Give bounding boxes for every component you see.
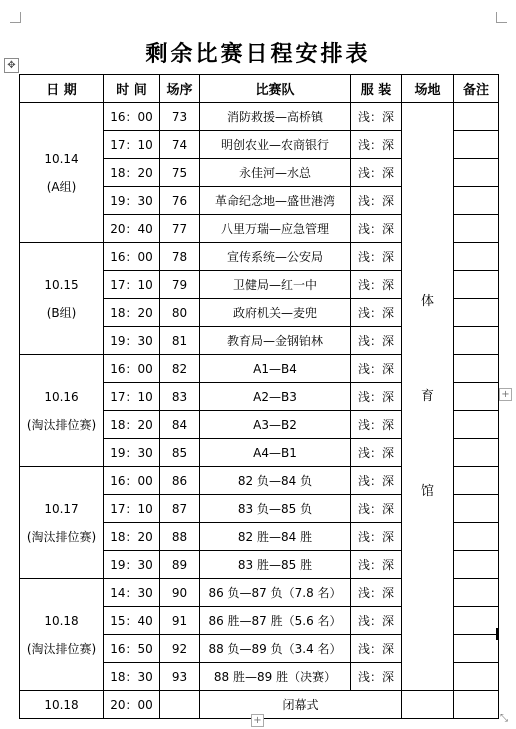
time-cell[interactable]: 18：20 xyxy=(104,299,160,327)
time-cell[interactable]: 19：30 xyxy=(104,439,160,467)
remarks-cell[interactable] xyxy=(454,355,499,383)
date-sub-text: (淘汰排位赛) xyxy=(26,417,97,432)
teams-cell[interactable]: A4—B1 xyxy=(200,439,351,467)
time-cell[interactable]: 17：10 xyxy=(104,383,160,411)
teams-cell[interactable]: 86 胜—87 胜（5.6 名） xyxy=(200,607,351,635)
order-cell[interactable]: 77 xyxy=(160,215,200,243)
order-cell[interactable]: 90 xyxy=(160,579,200,607)
time-cell[interactable]: 20：40 xyxy=(104,215,160,243)
uniform-cell[interactable]: 浅：深 xyxy=(351,355,402,383)
uniform-cell[interactable]: 浅：深 xyxy=(351,187,402,215)
table-resize-handle-icon[interactable]: ⤡ xyxy=(500,713,508,724)
time-cell[interactable]: 19：30 xyxy=(104,187,160,215)
teams-cell[interactable]: 明创农业—农商银行 xyxy=(200,131,351,159)
time-cell[interactable]: 18：20 xyxy=(104,523,160,551)
time-cell[interactable]: 17：10 xyxy=(104,495,160,523)
header-row xyxy=(20,75,499,103)
teams-cell[interactable]: 永佳河—水总 xyxy=(200,159,351,187)
time-cell[interactable]: 17：10 xyxy=(104,271,160,299)
time-cell[interactable]: 15：40 xyxy=(104,607,160,635)
page-corner-mark xyxy=(10,12,21,23)
time-cell[interactable]: 19：30 xyxy=(104,327,160,355)
time-cell[interactable]: 18：30 xyxy=(104,663,160,691)
closing-venue-cell[interactable] xyxy=(402,691,454,719)
header-time: 时 间 xyxy=(104,75,160,103)
closing-date-cell[interactable]: 10.18 xyxy=(20,691,104,719)
remarks-cell[interactable] xyxy=(454,383,499,411)
date-cell[interactable] xyxy=(20,355,104,467)
add-column-plus-icon[interactable]: + xyxy=(499,388,512,401)
order-cell[interactable]: 85 xyxy=(160,439,200,467)
remarks-cell[interactable] xyxy=(454,159,499,187)
order-cell[interactable]: 82 xyxy=(160,355,200,383)
venue-cell[interactable] xyxy=(402,103,454,691)
time-cell[interactable]: 18：20 xyxy=(104,159,160,187)
order-cell[interactable]: 92 xyxy=(160,635,200,663)
venue-spacer xyxy=(402,312,453,387)
uniform-cell[interactable]: 浅：深 xyxy=(351,523,402,551)
date-cell[interactable] xyxy=(20,243,104,355)
teams-cell[interactable]: 82 胜—84 胜 xyxy=(200,523,351,551)
date-cell[interactable] xyxy=(20,467,104,579)
remarks-cell[interactable] xyxy=(454,103,499,131)
time-cell[interactable]: 14：30 xyxy=(104,579,160,607)
remarks-cell[interactable] xyxy=(454,467,499,495)
closing-label-cell[interactable]: 闭幕式 xyxy=(200,691,402,719)
order-cell[interactable]: 87 xyxy=(160,495,200,523)
schedule-table xyxy=(19,74,499,719)
teams-cell[interactable]: 88 负—89 负（3.4 名） xyxy=(200,635,351,663)
remarks-cell[interactable] xyxy=(454,243,499,271)
date-text: 10.15 xyxy=(44,277,79,292)
order-cell[interactable]: 75 xyxy=(160,159,200,187)
uniform-cell[interactable]: 浅：深 xyxy=(351,635,402,663)
order-cell[interactable]: 78 xyxy=(160,243,200,271)
remarks-cell[interactable] xyxy=(454,187,499,215)
teams-cell[interactable]: 卫健局—红一中 xyxy=(200,271,351,299)
remarks-cell[interactable] xyxy=(454,411,499,439)
uniform-cell[interactable]: 浅：深 xyxy=(351,103,402,131)
order-cell[interactable]: 93 xyxy=(160,663,200,691)
teams-cell[interactable]: 86 负—87 负（7.8 名） xyxy=(200,579,351,607)
order-cell[interactable]: 81 xyxy=(160,327,200,355)
teams-cell[interactable]: A3—B2 xyxy=(200,411,351,439)
uniform-cell[interactable]: 浅：深 xyxy=(351,215,402,243)
date-cell[interactable] xyxy=(20,103,104,243)
header-remarks: 备注 xyxy=(454,75,499,103)
header-order: 场序 xyxy=(160,75,200,103)
venue-char: 馆 xyxy=(420,483,434,499)
order-cell[interactable]: 88 xyxy=(160,523,200,551)
uniform-cell[interactable]: 浅：深 xyxy=(351,383,402,411)
date-sub-text: (淘汰排位赛) xyxy=(26,641,97,656)
table-row xyxy=(20,103,499,131)
remarks-cell[interactable] xyxy=(454,579,499,607)
closing-time-cell[interactable]: 20：00 xyxy=(104,691,160,719)
remarks-cell[interactable] xyxy=(454,327,499,355)
time-cell[interactable]: 16：00 xyxy=(104,243,160,271)
order-cell[interactable]: 76 xyxy=(160,187,200,215)
uniform-cell[interactable]: 浅：深 xyxy=(351,467,402,495)
remarks-cell[interactable] xyxy=(454,299,499,327)
time-cell[interactable]: 16：50 xyxy=(104,635,160,663)
header-uniform: 服 装 xyxy=(351,75,402,103)
uniform-cell[interactable]: 浅：深 xyxy=(351,327,402,355)
time-cell[interactable]: 19：30 xyxy=(104,551,160,579)
header-teams: 比赛队 xyxy=(200,75,351,103)
closing-order-cell[interactable] xyxy=(160,691,200,719)
uniform-cell[interactable]: 浅：深 xyxy=(351,159,402,187)
teams-cell[interactable]: 82 负—84 负 xyxy=(200,467,351,495)
remarks-cell[interactable] xyxy=(454,271,499,299)
date-text: 10.17 xyxy=(44,501,79,516)
uniform-cell[interactable]: 浅：深 xyxy=(351,495,402,523)
text-cursor xyxy=(496,628,498,640)
remarks-cell[interactable] xyxy=(454,131,499,159)
time-cell[interactable]: 16：00 xyxy=(104,355,160,383)
venue-spacer xyxy=(402,407,453,482)
order-cell[interactable]: 79 xyxy=(160,271,200,299)
page-title: 剩余比赛日程安排表 xyxy=(145,41,371,67)
teams-cell[interactable]: 83 胜—85 胜 xyxy=(200,551,351,579)
order-cell[interactable]: 89 xyxy=(160,551,200,579)
uniform-cell[interactable]: 浅：深 xyxy=(351,411,402,439)
uniform-cell[interactable]: 浅：深 xyxy=(351,607,402,635)
uniform-cell[interactable]: 浅：深 xyxy=(351,131,402,159)
date-text: 10.16 xyxy=(44,389,79,404)
teams-cell[interactable]: A1—B4 xyxy=(200,355,351,383)
uniform-cell[interactable]: 浅：深 xyxy=(351,579,402,607)
venue-char: 体 xyxy=(420,293,434,309)
remarks-cell[interactable] xyxy=(454,551,499,579)
time-cell[interactable]: 18：20 xyxy=(104,411,160,439)
date-text: 10.18 xyxy=(44,613,79,628)
teams-cell[interactable]: 革命纪念地—盛世港湾 xyxy=(200,187,351,215)
teams-cell[interactable]: 教育局—金钢铂林 xyxy=(200,327,351,355)
date-sub-text: (B组) xyxy=(46,305,77,320)
date-text: 10.14 xyxy=(44,151,79,166)
uniform-cell[interactable]: 浅：深 xyxy=(351,271,402,299)
header-date: 日 期 xyxy=(20,75,104,103)
order-cell[interactable]: 80 xyxy=(160,299,200,327)
remarks-cell[interactable] xyxy=(454,635,499,663)
uniform-cell[interactable]: 浅：深 xyxy=(351,663,402,691)
remarks-cell[interactable] xyxy=(454,215,499,243)
teams-cell[interactable]: 宣传系统—公安局 xyxy=(200,243,351,271)
table-move-handle-icon[interactable]: ✥ xyxy=(4,58,19,73)
time-cell[interactable]: 17：10 xyxy=(104,131,160,159)
order-cell[interactable]: 83 xyxy=(160,383,200,411)
venue-char: 育 xyxy=(420,388,434,404)
teams-cell[interactable]: 八里万瑞—应急管理 xyxy=(200,215,351,243)
order-cell[interactable]: 73 xyxy=(160,103,200,131)
teams-cell[interactable]: 政府机关—麦兜 xyxy=(200,299,351,327)
teams-cell[interactable]: 88 胜—89 胜（决赛） xyxy=(200,663,351,691)
uniform-cell[interactable]: 浅：深 xyxy=(351,243,402,271)
time-cell[interactable]: 16：00 xyxy=(104,103,160,131)
order-cell[interactable]: 84 xyxy=(160,411,200,439)
order-cell[interactable]: 91 xyxy=(160,607,200,635)
remarks-cell[interactable] xyxy=(454,439,499,467)
closing-remarks-cell[interactable] xyxy=(454,691,499,719)
remarks-cell[interactable] xyxy=(454,663,499,691)
add-row-plus-icon[interactable]: + xyxy=(251,714,264,727)
uniform-cell[interactable]: 浅：深 xyxy=(351,439,402,467)
remarks-cell[interactable] xyxy=(454,523,499,551)
date-sub-text: (A组) xyxy=(46,179,77,194)
order-cell[interactable]: 74 xyxy=(160,131,200,159)
remarks-cell[interactable] xyxy=(454,607,499,635)
header-venue: 场地 xyxy=(402,75,454,103)
uniform-cell[interactable]: 浅：深 xyxy=(351,551,402,579)
uniform-cell[interactable]: 浅：深 xyxy=(351,299,402,327)
remarks-cell[interactable] xyxy=(454,495,499,523)
date-sub-text: (淘汰排位赛) xyxy=(26,529,97,544)
teams-cell[interactable]: 消防救援—高桥镇 xyxy=(200,103,351,131)
time-cell[interactable]: 16：00 xyxy=(104,467,160,495)
page-corner-mark xyxy=(496,12,507,23)
order-cell[interactable]: 86 xyxy=(160,467,200,495)
teams-cell[interactable]: A2—B3 xyxy=(200,383,351,411)
date-cell[interactable] xyxy=(20,579,104,691)
teams-cell[interactable]: 83 负—85 负 xyxy=(200,495,351,523)
